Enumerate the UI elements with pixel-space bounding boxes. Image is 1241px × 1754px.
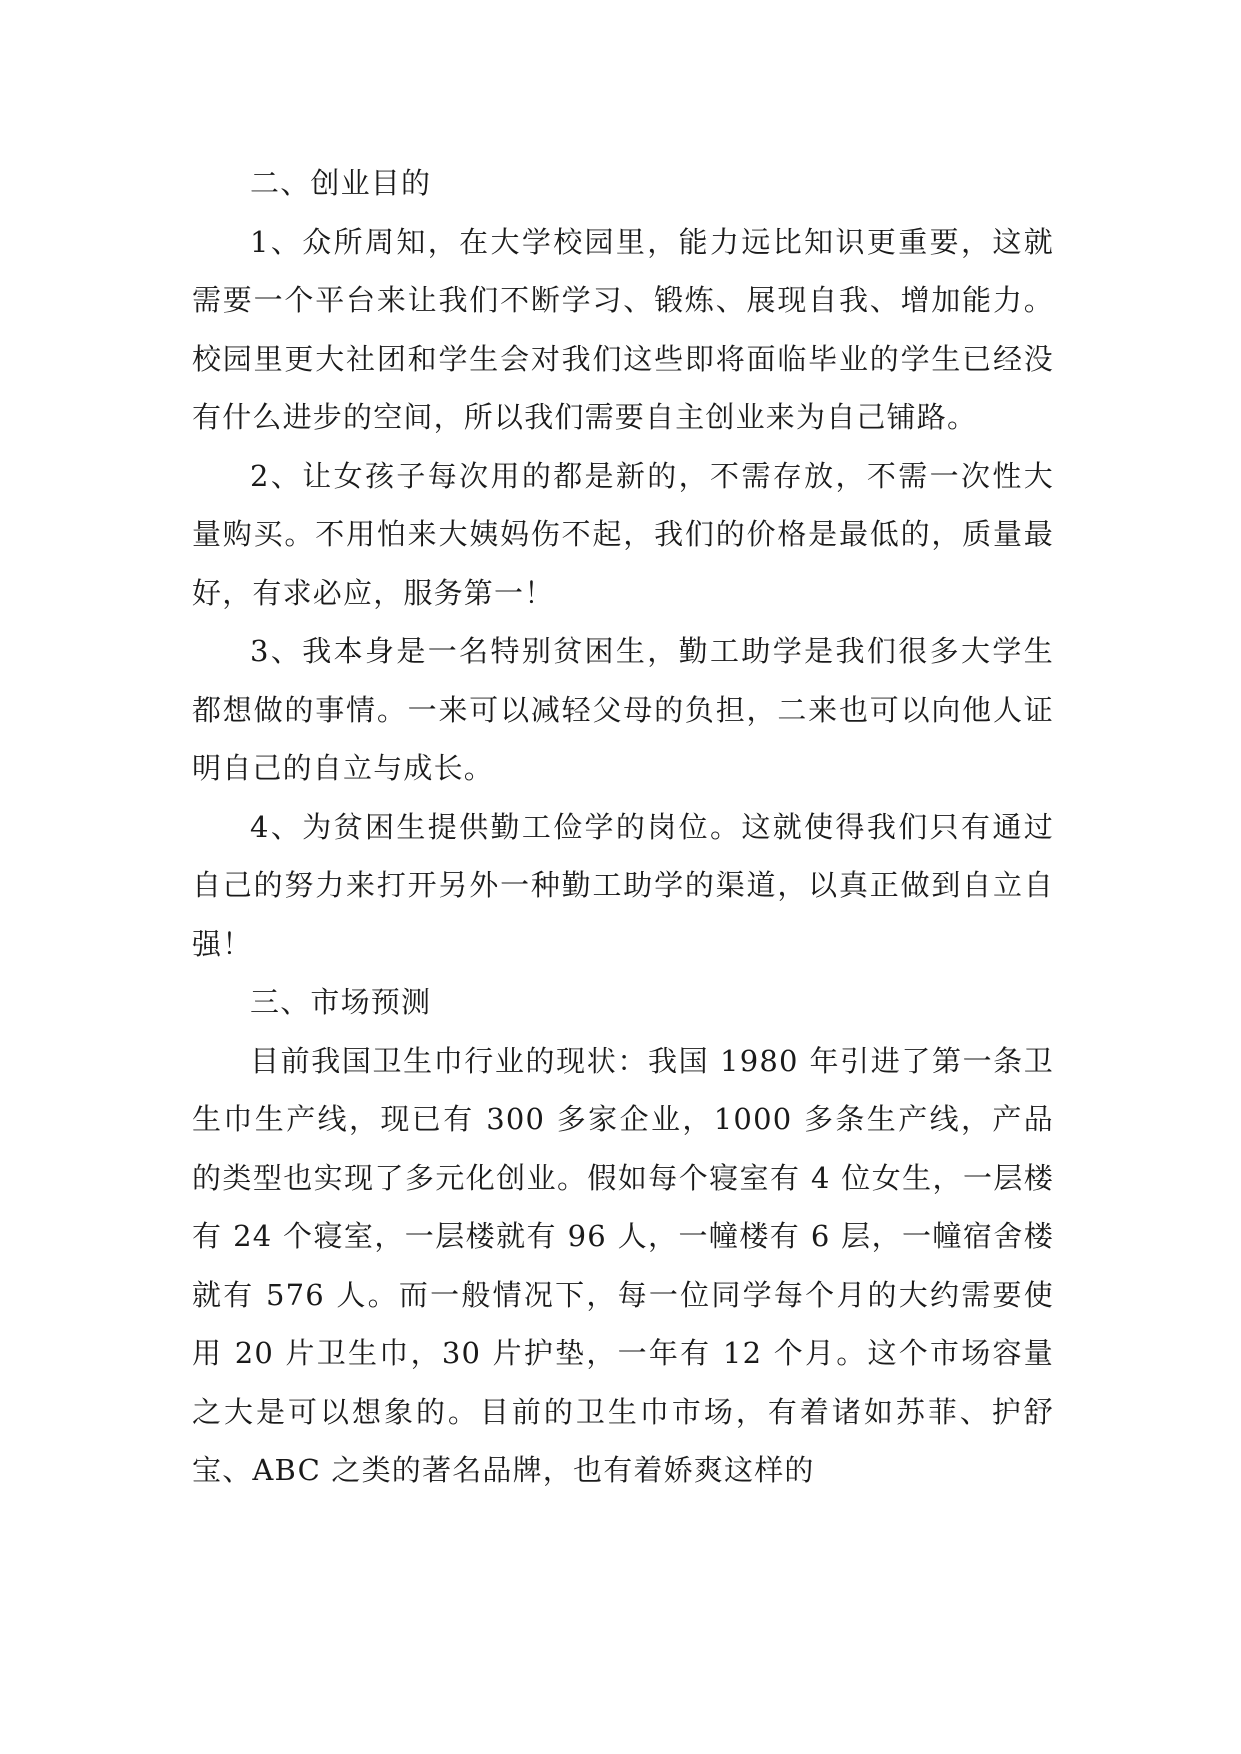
paragraph-purpose-2: 2、让女孩子每次用的都是新的，不需存放，不需一次性大量购买。不用怕来大姨妈伤不起，我们的价格是最低的，质量最好，有求必应，服务第一！ <box>192 458 1054 610</box>
paragraph-purpose-4: 4、为贫困生提供勤工俭学的岗位。这就使得我们只有通过自己的努力来打开另外一种勤工助学的渠道，以真正做到自立自强！ <box>192 809 1054 961</box>
section-heading-purpose: 二、创业目的 <box>250 166 432 200</box>
paragraph-market: 目前我国卫生巾行业的现状：我国 1980 年引进了第一条卫生巾生产线，现已有 300 多家企业，1000 多条生产线，产品的类型也实现了多元化创业。假如每个寝室有 4 位女生，一层楼有 24 个寝室，一层楼就有 96 人，一幢楼有 6 层，一幢宿舍楼就有 576 人。而一般情况下，每一位同学每个月的大约需要使用 20 片卫生巾，30 片护垫，一年有 12 个月。这个市场容量之大是可以想象的。目前的卫生巾市场，有着诸如苏菲、护舒宝、ABC 之类的著名品牌，也有着娇爽这样的 <box>192 1043 1054 1487</box>
paragraph-purpose-3: 3、我本身是一名特别贫困生，勤工助学是我们很多大学生都想做的事情。一来可以减轻父母的负担，二来也可以向他人证明自己的自立与成长。 <box>192 634 1054 785</box>
document-body <box>192 154 1054 1500</box>
paragraph-purpose-1: 1、众所周知，在大学校园里，能力远比知识更重要，这就需要一个平台来让我们不断学习、锻炼、展现自我、增加能力。校园里更大社团和学生会对我们这些即将面临毕业的学生已经没有什么进步的空间，所以我们需要自主创业来为自己铺路。 <box>192 224 1054 434</box>
section-heading-market: 三、市场预测 <box>250 985 432 1019</box>
